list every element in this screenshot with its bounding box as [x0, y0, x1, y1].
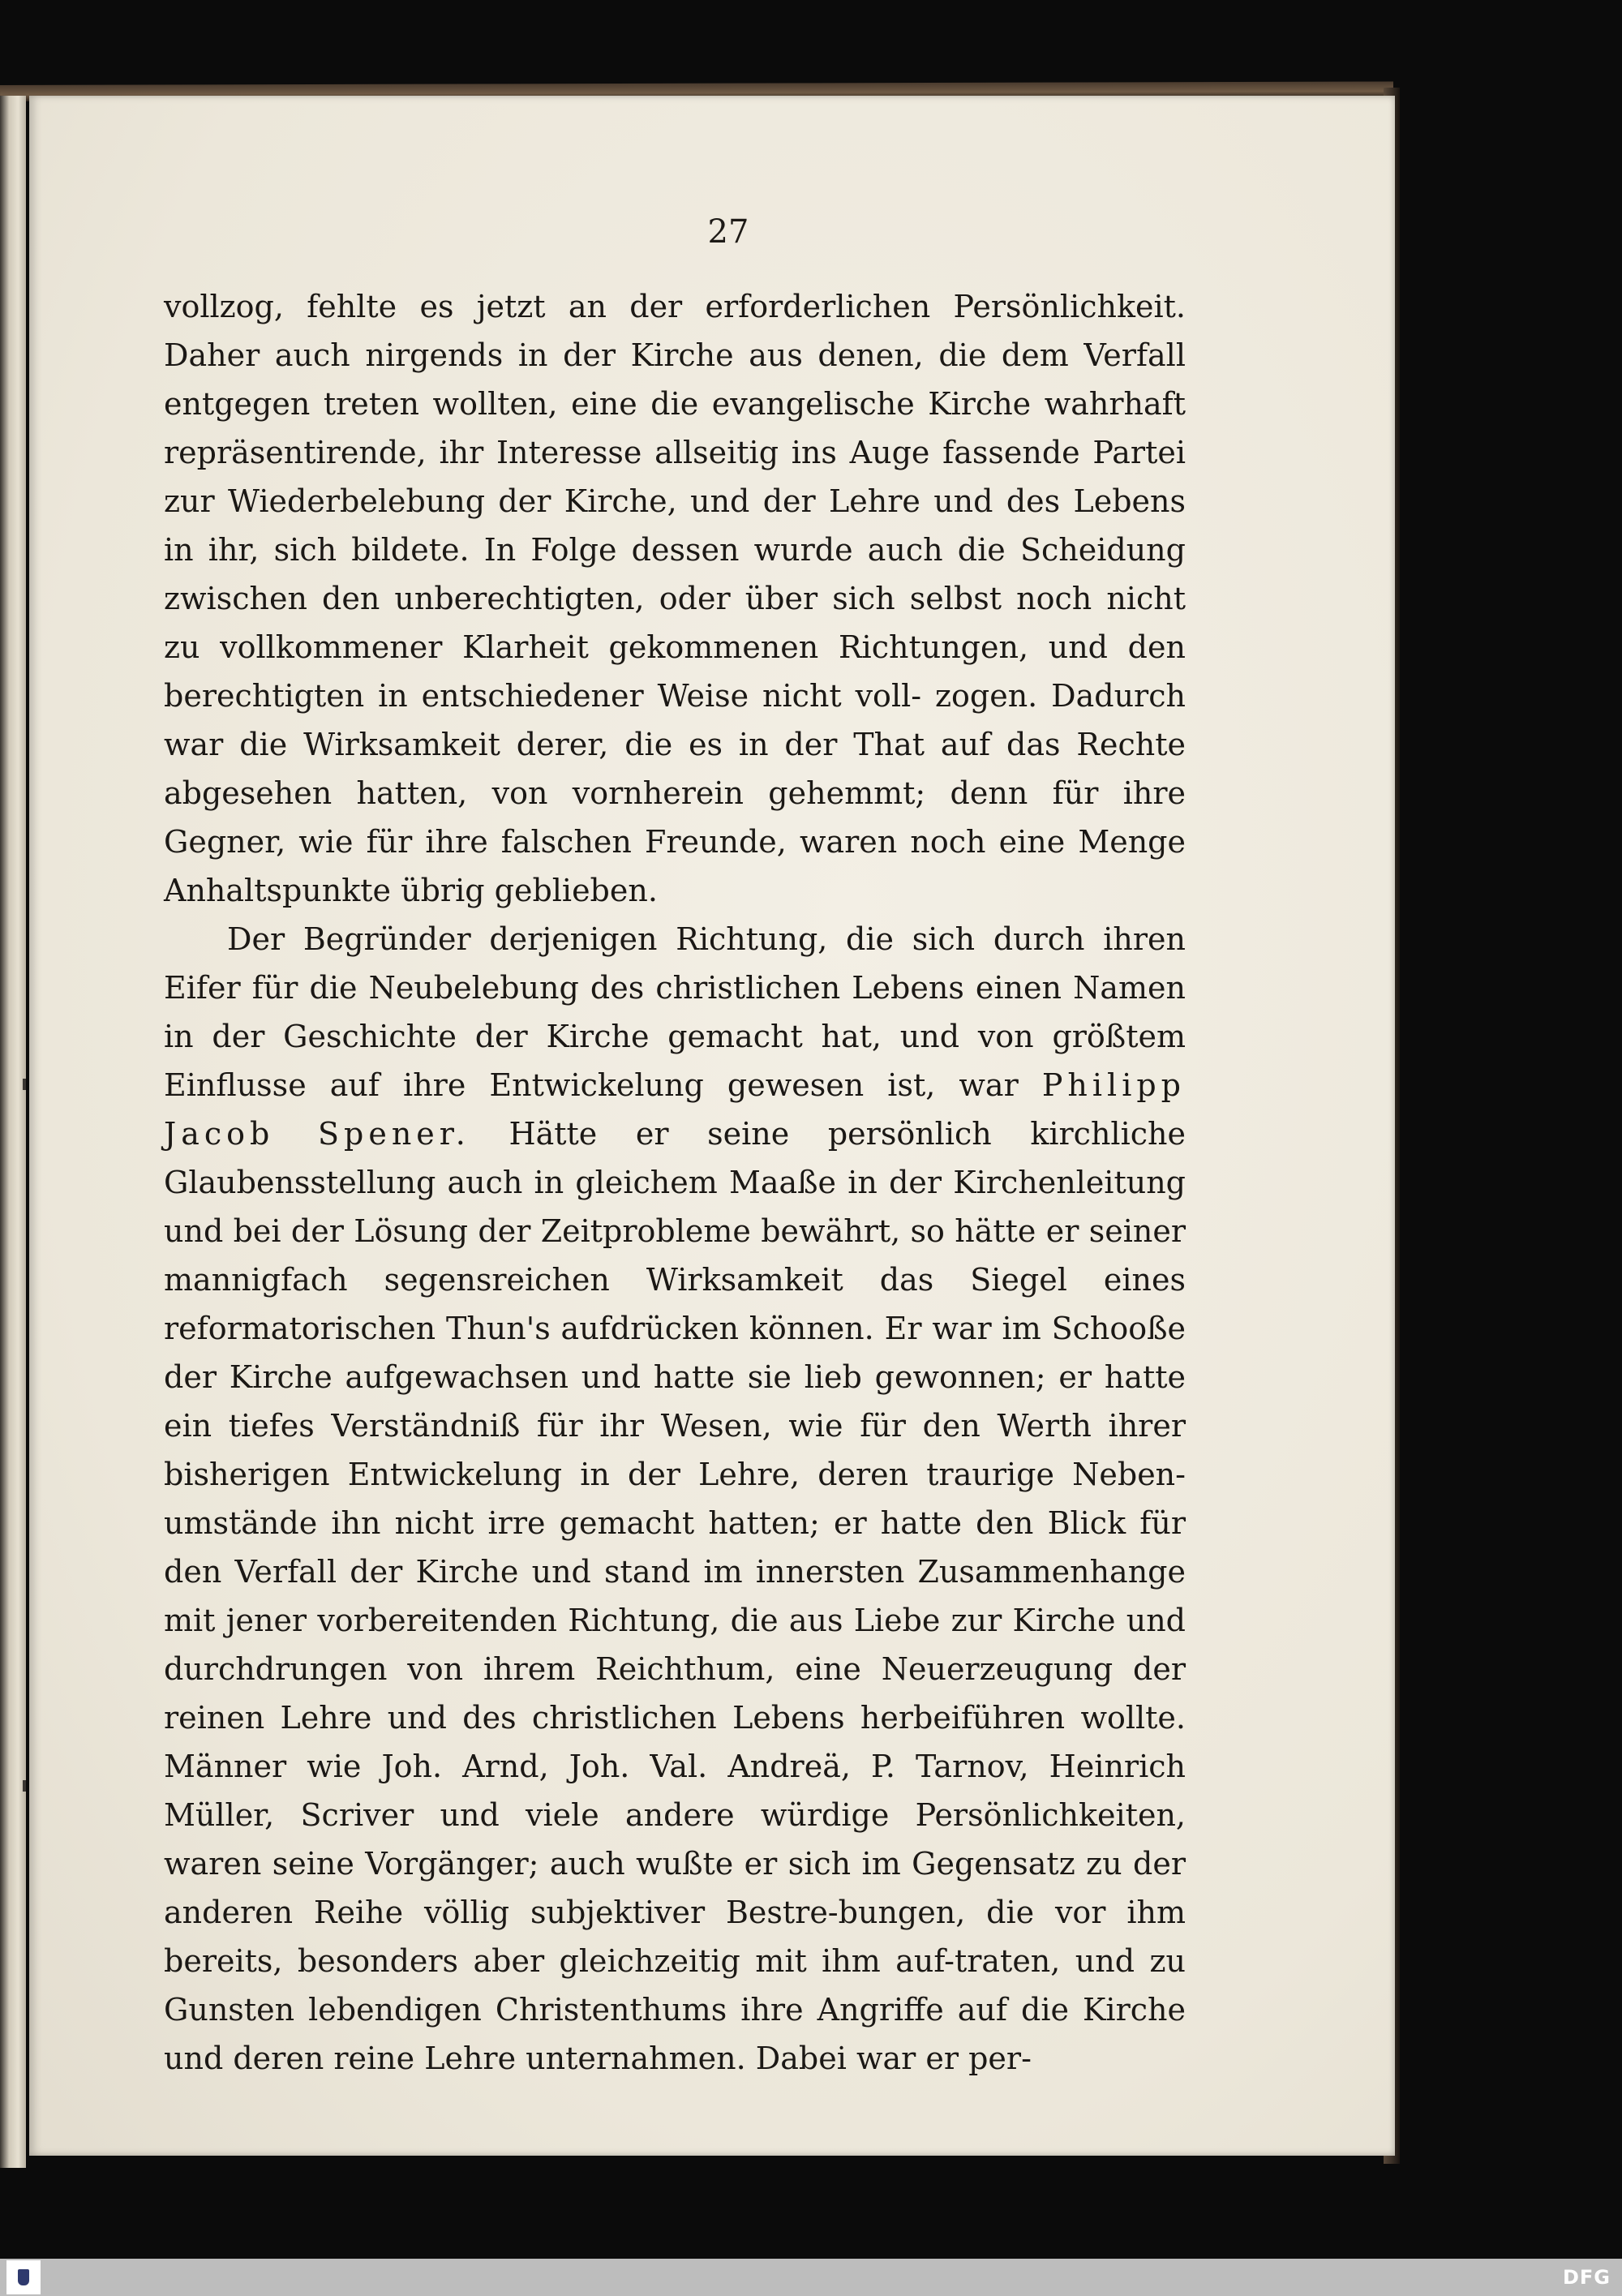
text-line: ihre Gegner, wie für ihre falschen Freunde, waren noch eine Menge — [164, 775, 1186, 860]
library-emblem-icon — [18, 2269, 29, 2285]
text-line: Richtungen, und den berechtigten in entschiedener Weise nicht voll- — [164, 629, 1186, 714]
person-name-spener: Philipp Jacob Spener. — [164, 1067, 1186, 1152]
text-line: Folge dessen wurde auch die Scheidung zwischen den unberechtigten, — [164, 532, 1186, 616]
dfg-logo[interactable]: DFG — [1562, 2266, 1611, 2289]
paragraph-2-text-start: Der Begründer derjenigen Richtung, die sich durch ihren Eifer für die Neubelebung des christlichen Lebens einen Namen in der Geschichte der Kirche gemacht hat, und von größtem Einflusse auf ihre Entwickelung gewesen ist, war — [164, 921, 1186, 1103]
text-line: das Rechte abgesehen hatten, von vornherein gehemmt; denn für — [164, 727, 1186, 811]
library-logo[interactable] — [6, 2260, 41, 2294]
viewer-footer-bar — [0, 2259, 1622, 2296]
book-page — [29, 96, 1395, 2156]
margin-mark — [23, 1780, 26, 1792]
page-number: 27 — [707, 213, 749, 251]
paragraph-1 — [164, 282, 1186, 915]
text-line: oder über sich selbst noch nicht zu vollkommener Klarheit gekommenen — [164, 581, 1186, 665]
text-line: zogen. Dadurch war die Wirksamkeit derer, die es in der That auf — [164, 678, 1186, 762]
text-line: treten wollten, eine die evangelische Kirche wahrhaft repräsentirende, — [164, 386, 1186, 470]
paragraph-2-text-rest: Hätte er seine persönlich kirchliche Glaubensstellung auch in gleichem Maaße in der Kirchenleitung und bei der Lösung der Zeitprobleme bewährt, so hätte er seiner mannigfach segensreichen Wirksamkeit das Siegel eines reformatorischen Thun's aufdrücken können. Er war im Schooße der Kirche aufgewachsen und hatte sie lieb gewonnen; er hatte ein tiefes Verständniß für ihr Wesen, wie für den Werth ihrer bisherigen Entwickelung in der Lehre, deren traurige Neben-umstände ihn nicht irre gemacht hatten; er hatte den Blick für den Verfall der Kirche und stand im innersten Zusammenhange mit jener vorbereitenden Richtung, die aus Liebe zur Kirche und durchdrungen von ihrem Reichthum, eine Neuerzeugung der reinen Lehre und des christlichen Lebens herbeiführen wollte. Männer wie Joh. Arnd, Joh. Val. Andreä, P. Tarnov, Heinrich Müller, Scriver und viele andere würdige Persönlichkeiten, waren seine Vorgänger; auch wußte er sich im Gegensatz zu der anderen Reihe völlig subjektiver Bestre-bungen, die vor ihm bereits, besonders aber gleichzeitig mit ihm auf-traten, und zu Gunsten lebendigen Christenthums ihre Angriffe auf die Kirche und deren reine Lehre unternahmen. Dabei war er per- — [164, 1116, 1186, 2076]
page-body-text — [164, 282, 1186, 2083]
paragraph-2 — [164, 915, 1186, 2083]
text-line: der Kirche, und der Lehre und des Lebens in ihr, sich bildete. In — [164, 483, 1186, 568]
text-line: Anhaltspunkte übrig geblieben. — [164, 873, 658, 908]
book-page-stack-left — [0, 96, 26, 2168]
text-line: auch nirgends in der Kirche aus denen, die dem Verfall entgegen — [164, 337, 1186, 422]
text-line: vollzog, fehlte es jetzt an der erforderlichen Persönlichkeit. Daher — [164, 289, 1186, 373]
text-line: ihr Interesse allseitig ins Auge fassende Partei zur Wiederbelebung — [164, 435, 1186, 519]
margin-mark — [23, 1079, 26, 1090]
